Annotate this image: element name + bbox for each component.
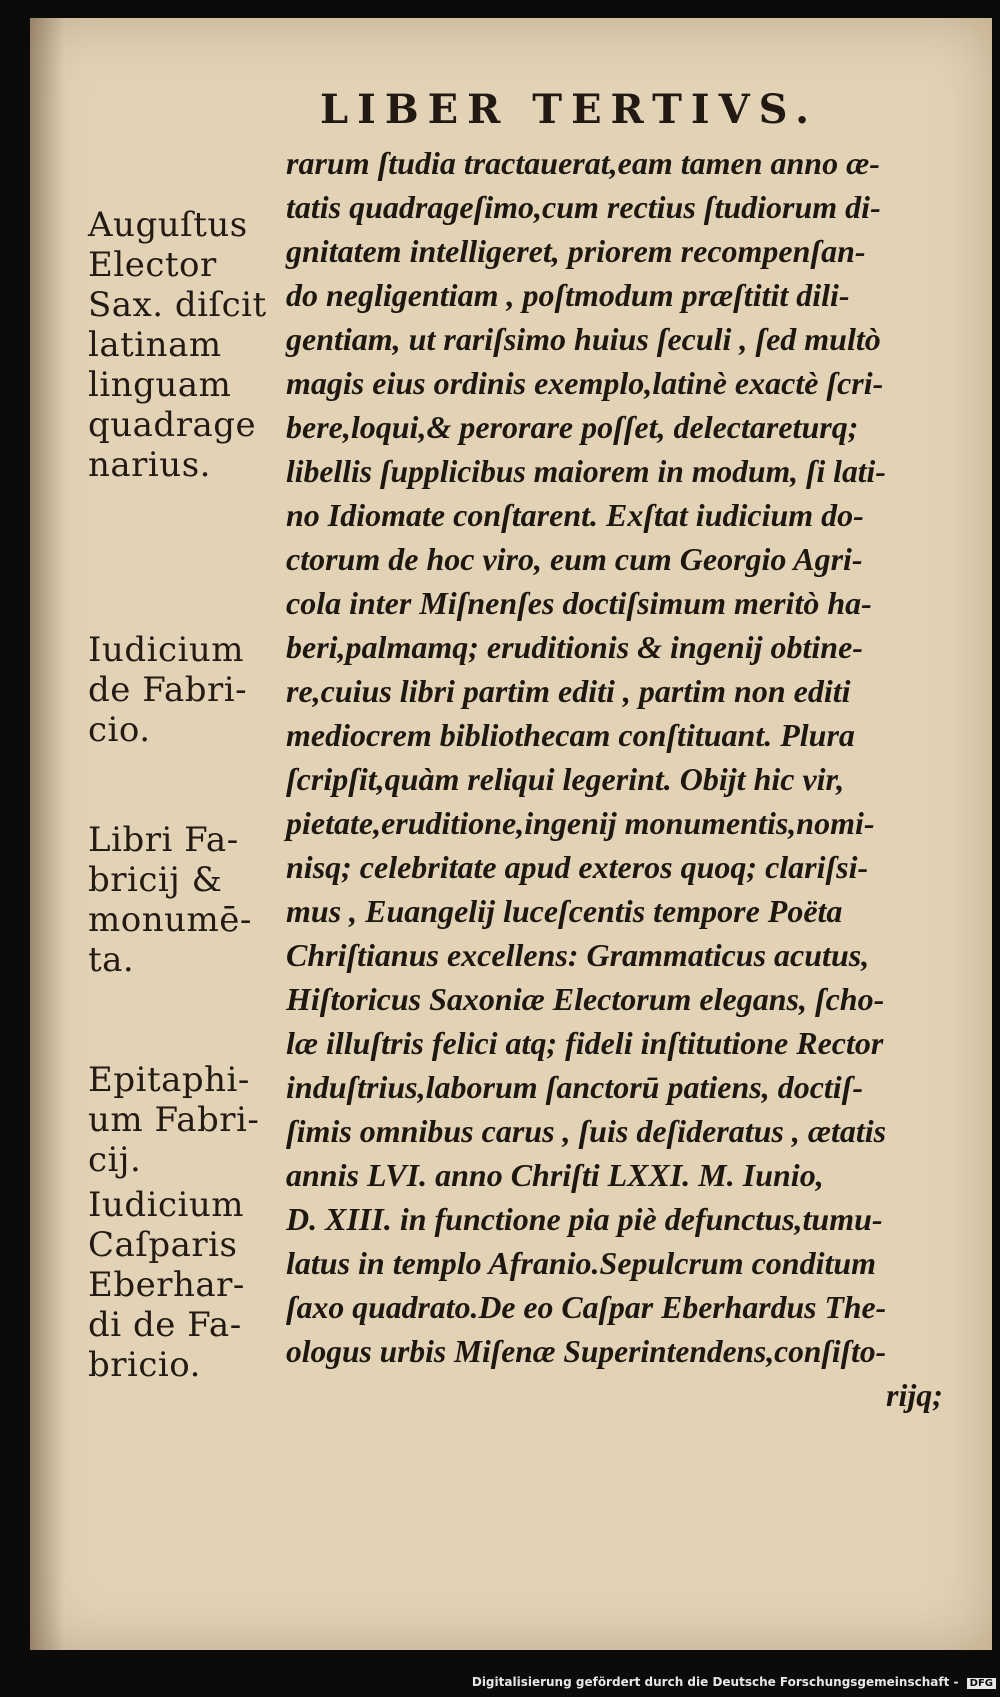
- body-line: Hiſtoricus Saxoniæ Electorum elegans, ſcho-: [286, 981, 885, 1017]
- body-line: ſaxo quadrato.De eo Caſpar Eberhardus The-: [286, 1289, 887, 1325]
- marginal-note-line: bricio.: [88, 1345, 201, 1385]
- body-line: rarum ſtudia tractauerat,eam tamen anno æ-: [286, 145, 880, 181]
- body-line: bere,loqui,& perorare poſſet, delectareturq;: [286, 409, 859, 445]
- marginal-note-line: Auguſtus: [88, 205, 248, 245]
- marginal-note-line: monumē-: [88, 900, 252, 940]
- body-line: mus , Euangelij luceſcentis tempore Poëta: [286, 893, 843, 929]
- body-line: tatis quadrageſimo,cum rectius ſtudiorum di-: [286, 189, 881, 225]
- body-line: gentiam, ut rariſsimo huius ſeculi , ſed multò: [286, 321, 881, 357]
- body-line: annis LVI. anno Chriſti LXXI. M. Iunio,: [286, 1157, 824, 1193]
- credit-text: Digitalisierung gefördert durch die Deutsche Forschungsgemeinschaft -: [471, 1675, 959, 1689]
- marginal-note-line: Iudicium: [88, 630, 245, 670]
- body-line: latus in templo Afranio.Sepulcrum conditum: [286, 1245, 877, 1281]
- marginal-note-line: cij.: [88, 1140, 142, 1180]
- body-line: beri,palmamq; eruditionis & ingenij obtine-: [286, 629, 863, 665]
- marginal-note-line: di de Fa-: [88, 1305, 242, 1345]
- body-line: cola inter Miſnenſes doctiſsimum meritò ha-: [286, 585, 872, 621]
- catchword: rijq;: [886, 1377, 943, 1413]
- body-line: mediocrem bibliothecam conſtituant. Plura: [286, 717, 855, 753]
- marginal-note-line: cio.: [88, 710, 151, 750]
- dfg-logo: DFG: [967, 1678, 996, 1689]
- body-line: induſtrius,laborum ſanctorū patiens, doctiſ-: [286, 1069, 863, 1105]
- body-line: magis eius ordinis exemplo,latinè exactè ſcri-: [286, 365, 884, 401]
- body-line: ſimis omnibus carus , ſuis deſideratus , ætatis: [286, 1113, 887, 1149]
- body-line: ologus urbis Miſenæ Superintendens,conſiſto-: [286, 1333, 887, 1369]
- body-line: Chriſtianus excellens: Grammaticus acutus,: [286, 937, 870, 973]
- marginal-note-line: Iudicium: [88, 1185, 245, 1225]
- body-line: do negligentiam , poſtmodum præſtitit dili-: [286, 277, 850, 313]
- gutter-shadow: [30, 18, 64, 1650]
- body-line: D. XIII. in functione pia piè defunctus,tumu-: [286, 1201, 883, 1237]
- marginal-note-line: Caſparis: [88, 1225, 238, 1265]
- body-line: pietate,eruditione,ingenij monumentis,nomi-: [286, 805, 875, 841]
- digitization-credit: [472, 1675, 996, 1689]
- body-line: ctorum de hoc viro, eum cum Georgio Agri-: [286, 541, 863, 577]
- body-line: re,cuius libri partim editi , partim non editi: [286, 673, 851, 709]
- marginal-note-line: linguam: [88, 365, 232, 405]
- marginal-note-line: narius.: [88, 445, 211, 485]
- marginal-note-line: de Fabri-: [88, 670, 248, 710]
- body-line: ſcripſit,quàm reliqui legerint. Obijt hic vir,: [286, 761, 845, 797]
- body-line: nisq; celebritate apud exteros quoq; clariſsi-: [286, 849, 869, 885]
- body-line: libellis ſupplicibus maiorem in modum, ſi lati-: [286, 453, 886, 489]
- marginal-note-line: Libri Fa-: [88, 820, 239, 860]
- marginal-note-line: latinam: [88, 325, 222, 365]
- marginal-note-line: Eberhar-: [88, 1265, 245, 1305]
- body-line: no Idiomate conſtarent. Exſtat iudicium do-: [286, 497, 864, 533]
- marginal-note-line: Elector: [88, 245, 217, 285]
- marginal-note-line: quadrage: [88, 405, 257, 445]
- marginal-note-line: Epitaphi-: [88, 1060, 250, 1100]
- running-title: LIBER TERTIVS.: [320, 86, 818, 133]
- marginal-note-line: bricij &: [88, 860, 223, 900]
- marginal-note-line: Sax. diſcit: [88, 285, 267, 325]
- body-line: læ illuſtris felici atq; fideli inſtitutione Rector: [286, 1025, 884, 1061]
- marginal-note-line: ta.: [88, 940, 135, 980]
- marginal-note-line: um Fabri-: [88, 1100, 260, 1140]
- body-line: gnitatem intelligeret, priorem recompenſan-: [286, 233, 866, 269]
